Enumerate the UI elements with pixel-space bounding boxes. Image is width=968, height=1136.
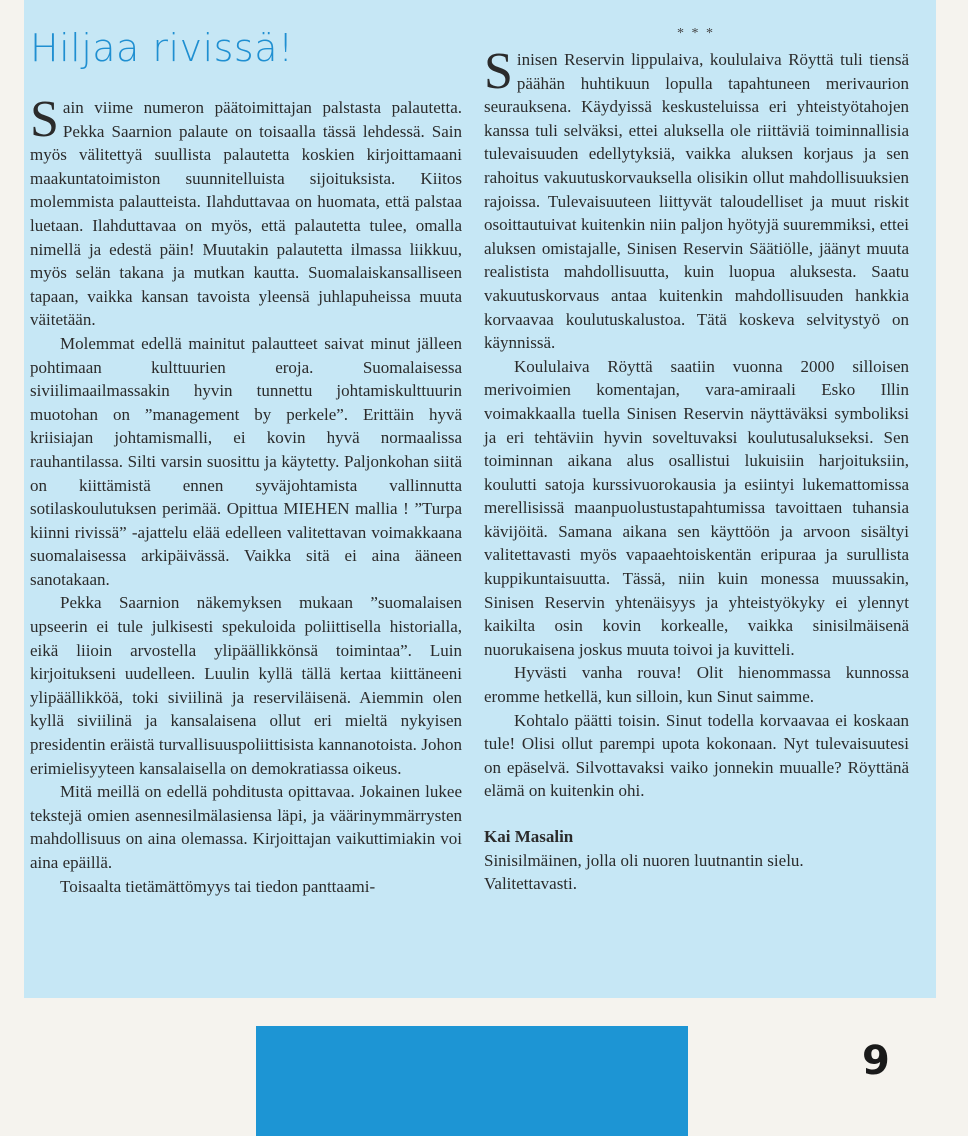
right-column xyxy=(484,43,909,896)
signature-name: Kai Masalin xyxy=(484,827,574,846)
right-paragraph: Hyvästi vanha rouva! Olit hienommassa kunnossa eromme hetkellä, kun silloin, kun Sinut saimme. xyxy=(484,663,909,707)
signature-line: Sinisilmäinen, jolla oli nuoren luutnantin sielu. xyxy=(484,850,804,870)
signature-line: Valitettavasti. xyxy=(484,874,578,894)
article-headline: Hiljaa rivissä! xyxy=(30,26,294,70)
right-dropcap: S xyxy=(484,43,513,100)
footer-blue-box xyxy=(256,1026,688,1136)
left-paragraph: Molemmat edellä mainitut palautteet saivat minut jälleen pohtimaan kulttuurien eroja. Suomalaisessa siviilimaailmassakin hyvin tunnettu johtamiskulttuurin muotohan on ”management by perkele”. Erittäin hyvä kriisiajan johtamismalli, ei kovin hyvä normaalissa rauhantilassa. Silti varsin suosittu ja käytetty. Paljonkohan siitä on kiittämistä ennen syväjohtamista vallinnutta sotilaskoulutuksen perimää. Opittua MIEHEN mallia ! ”Turpa kiinni rivissä” -ajattelu elää edelleen valitettavan voimakkaana suomalaisessa arkipäivässä. Vaikka sitä ei aina ääneen sanotakaan. xyxy=(30,333,462,589)
page-number: 9 xyxy=(862,1038,890,1084)
right-intro-paragraph xyxy=(484,43,909,355)
left-column xyxy=(30,91,462,898)
left-paragraph: Mitä meillä on edellä pohditusta opittavaa. Jokainen lukee tekstejä omien asennesilmälasiensa läpi, ja väärinymmärrysten mahdollisuus on aina olemassa. Kirjoittajan vaikuttimiakin voi aina epäillä. xyxy=(30,782,462,872)
right-paragraph: Kohtalo päätti toisin. Sinut todella korvaavaa ei koskaan tule! Olisi ollut parempi upota kokonaan. Nyt tulevaisuutesi on epäselvä. Silvottavaksi vaiko jonnekin muualle? Röyttänä elämä on kuitenkin ohi. xyxy=(484,710,909,801)
section-separator: * * * xyxy=(677,26,715,41)
left-intro-paragraph xyxy=(30,91,462,332)
left-paragraph: Pekka Saarnion näkemyksen mukaan ”suomalaisen upseerin ei tule julkisesti spekuloida poliittisella historialla, eikä liioin arvostella ylipäällikkönsä toimintaa”. Luin kirjoitukseni uudelleen. Luulin kyllä tällä kertaa kiittäneeni ylipäällikköä, toki siviilinä ja reserviläisenä. Aiemmin olen kyllä siviilinä ja kansalaisena ollut eri mieltä nykyisen presidentin eräistä turvallisuuspoliittisista kannanotoista. Johon erimielisyyteen kansalaisella on demokratiassa oikeus. xyxy=(30,593,462,778)
left-dropcap: S xyxy=(30,91,59,148)
right-intro-text: inisen Reservin lippulaiva, koululaiva Röyttä tuli tiensä päähän huhtikuun lopulla tapahtuneen merivaurion seurauksena. Käydyissä keskusteluissa eri yhteistyötahojen kanssa tuli selväksi, ettei aluksella ole riittäviä toiminnallisia tulevaisuuden edellytyksiä, vaikka aluksen korjaus ja sen rahoitus vakuutuskorvauksella olisikin ollut mahdollisuuksien rajoissa. Tulevaisuuteen liittyvät taloudelliset ja muut riskit osoittautuivat kuitenkin niin paljon hyötyjä suuremmiksi, ettei aluksen omistajalle, Sinisen Reservin Säätiölle, jäänyt muuta realistista mahdollisuutta, kuin luopua aluksesta. Saatu vakuutuskorvaus antaa kuitenkin mahdollisuuden hankkia korvaavaa koulutuskalustoa. Tätä koskeva selvitystyö on käynnissä. xyxy=(484,50,909,353)
right-paragraph: Koululaiva Röyttä saatiin vuonna 2000 silloisen merivoimien komentajan, vara-amiraali Esko Illin voimakkaalla tuella Sinisen Reservin näyttäväksi symboliksi ja eri tehtäviin hyvin soveltuvaksi koulutusalukseksi. Sen toiminnan aikana alus osallistui lukuisiin harjoituksiin, koulutti satoja kurssivuorokausia ja esiintyi lukemattomissa merellisissä maanpuolustustapahtumissa tavoittaen tuhansia kävijöitä. Samana aikana sen käyttöön ja arvoon sisältyi valitettavasti myös vapaaehtoiskentän eripuraa ja surullista kuppikuntaisuutta. Tässä, niin kuin monessa muussakin, Sinisen Reservin yhtenäisyys ja yhteistyökyky ei ylennyt kaikilta osin kovin korkealle, vaikka sinisilmäisenä nuorukaisena joskus muuta toivoi ja kuvitteli. xyxy=(484,356,909,659)
left-intro-text: ain viime numeron päätoimittajan palstasta palautetta. Pekka Saarnion palaute on toisaalla tässä lehdessä. Sain myös välitettyä suullista palautetta koskien kirjoittamaani maakuntatoimiston suunnitelluista sijoituksista. Kiitos molemmista palautteista. Ilahduttavaa on huomata, että palstaa luetaan. Ilahduttavaa on myös, että palautetta tulee, omalla nimellä ja edestä päin! Muutakin palautetta ilmassa liikkuu, myös selän takana ja mutkan kautta. Suomalaiskansalliseen tapaan, vaikka kansan tavoista yleensä juhlapuheissa muuta väitetään. xyxy=(30,98,462,330)
left-paragraph: Toisaalta tietämättömyys tai tiedon panttaami- xyxy=(60,876,376,896)
